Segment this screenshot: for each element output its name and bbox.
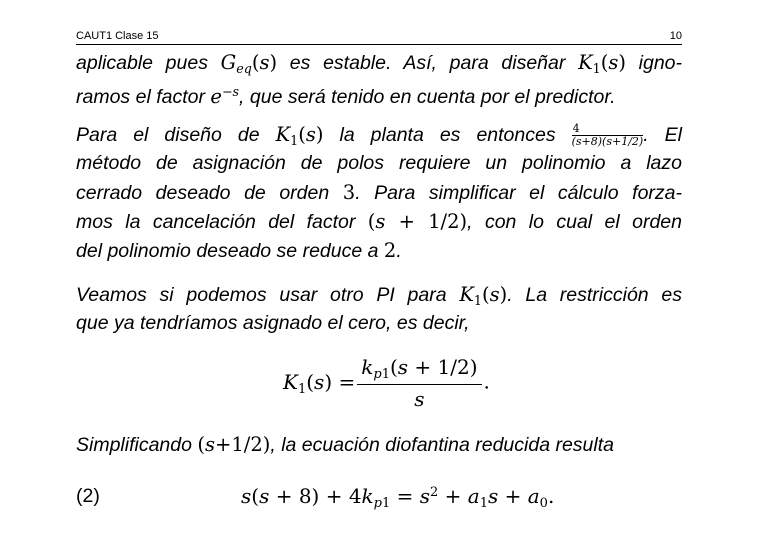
equation-fraction	[357, 355, 481, 411]
fraction-numerator: 4	[572, 123, 644, 136]
text: Veamos si podemos usar otro PI para	[76, 284, 460, 306]
text: aplicable pues	[76, 52, 221, 74]
text: , la ecuación diofantina reducida resulta	[270, 434, 614, 456]
fraction-denominator: s	[414, 386, 425, 411]
text: ramos el factor	[76, 85, 211, 108]
paragraph-2-line-3	[76, 178, 682, 208]
display-equation-K1	[283, 355, 490, 411]
math-factor: (s + 1/2)	[367, 210, 468, 233]
math-K1: $K_1(s)$	[578, 51, 626, 76]
text: Para el diseño de	[76, 124, 276, 146]
paragraph-4	[76, 430, 682, 460]
math-Geq: $G_{eq}(s)$	[220, 51, 278, 76]
math-exp: $e^{-s}$	[210, 84, 240, 108]
header-page-number: 10	[669, 30, 682, 42]
text: mos la cancelación del factor	[76, 211, 368, 233]
text: , con lo cual el orden	[467, 211, 682, 233]
text: método de asignación de polos requiere un polinomio a lazo	[76, 152, 682, 174]
paragraph-2-line-4	[76, 207, 682, 237]
equation-lhs: $K_1(s)$ =	[283, 369, 356, 397]
math-K1: $K_1(s)$	[275, 123, 324, 148]
inline-fraction	[572, 123, 644, 148]
text: Simplificando	[76, 434, 198, 456]
fraction-denominator: (s+8)(s+1/2)	[571, 135, 644, 149]
fraction-numerator: $k_{p1}(s + 1/2)$	[357, 355, 481, 385]
page-header	[76, 30, 682, 45]
text: . La restricción es	[507, 284, 682, 306]
diophantine-equation: $s(s + 8) + 4k_{p1} = s^2 + a_1s + a_0$.	[241, 484, 555, 511]
paragraph-2-line-2	[76, 149, 682, 178]
equation-period: .	[483, 369, 490, 394]
math-factor: (s+1/2)	[197, 433, 271, 456]
text: igno-	[625, 52, 683, 74]
paragraph-2-line-5	[76, 236, 682, 266]
text: del polinomio deseado se reduce a	[76, 240, 384, 262]
text: la planta es entonces	[323, 124, 572, 146]
text: . El	[643, 124, 682, 146]
text: .	[396, 240, 402, 262]
text: cerrado deseado de orden	[76, 182, 343, 204]
paragraph-1-line-2	[76, 77, 682, 112]
text: , que será tenido en cuenta por el predictor.	[239, 85, 616, 108]
header-course-title: CAUT1 Clase 15	[76, 30, 159, 42]
equation-number: (2)	[76, 485, 100, 507]
math-K1: $K_1(s)$	[459, 283, 508, 308]
text: es estable. Así, para diseñar	[277, 52, 579, 74]
math-number: 2	[383, 239, 397, 262]
text: . Para simplificar el cálculo forza-	[355, 182, 683, 204]
math-number: 3	[342, 181, 356, 204]
text: que ya tendríamos asignado el cero, es decir,	[76, 312, 470, 334]
paragraph-3-line-2	[76, 309, 682, 338]
